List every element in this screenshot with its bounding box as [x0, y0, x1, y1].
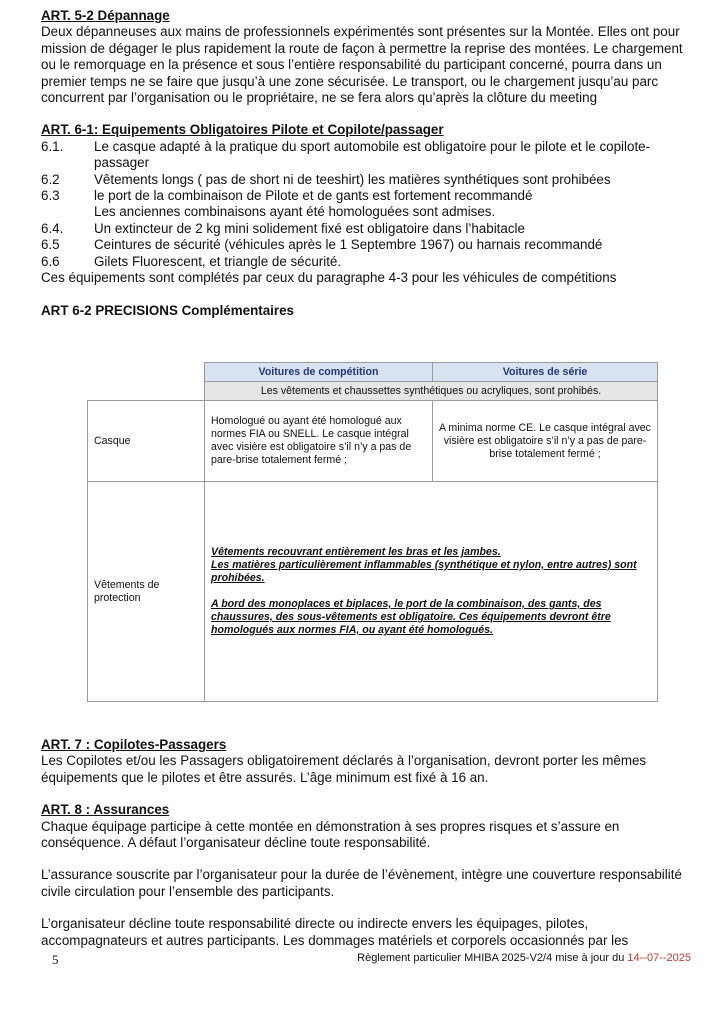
list-item: 6.1. Le casque adapté à la pratique du sport automobile est obligatoire pour le pilote et le copilote-passager [41, 138, 651, 171]
equipment-table [87, 362, 658, 702]
art61-footer: Ces équipements sont complétés par ceux du paragraphe 4-3 pour les véhicules de compétitions [41, 270, 617, 286]
art61-title: ART. 6-1: Equipements Obligatoires Pilote et Copilote/passager [41, 122, 444, 138]
art8-p3: L’organisateur décline toute responsabilité directe ou indirecte envers les équipages, pilotes, accompagnateurs et autres participants. Les dommages matériels et corporels occasionnés par les [41, 916, 629, 948]
list-item: 6.2 Vêtements longs ( pas de short ni de teeshirt) les matières synthétiques sont prohibées [41, 171, 611, 187]
casque-serie: A minima norme CE. Le casque intégral avec visière est obligatoire s’il n’y a pas de pare-brise totalement fermé ; [433, 401, 658, 482]
list-item: 6.5 Ceintures de sécurité (véhicules après le 1 Septembre 1967) ou harnais recommandé [41, 237, 603, 253]
list-item: 6.3 le port de la combinaison de Pilote et de gants est fortement recommandé [41, 188, 533, 204]
list-item: 6.4. Un extincteur de 2 kg mini solidement fixé est obligatoire dans l’habitacle [41, 220, 525, 236]
art61-list [41, 139, 691, 270]
art8-p1: Chaque équipage participe à cette montée en démonstration à ses propres risques et s’assure en conséquence. A défaut l’organisateur décline toute responsabilité. [41, 818, 620, 851]
art52-text: Deux dépanneuses aux mains de professionnels expérimentés sont présentes sur la Montée. Elles ont pour mission de dégager le plus rapidement la route de façon à permettre la reprise des montées. Le chargement ou le remorquage en la présence et sous l’entière responsabilité du participant concerné, pourra dans un premier temps ne se faire que jusqu’à une zone sécurisée. Le transport, ou le chargement jusqu’au parc concurrent par l’organisation ou le propriétaire, ne se fera alors qu’après la clôture du meeting [41, 24, 683, 106]
art8-p2: L’assurance souscrite par l’organisateur pour la durée de l’évènement, intègre une couverture responsabilité civile circulation pour l’ensemble des participants. [41, 867, 682, 899]
footer-label: Règlement particulier MHIBA 2025-V2/4 mise à jour du [357, 952, 628, 964]
list-item: 6.6 Gilets Fluorescent, et triangle de sécurité. [41, 253, 342, 269]
art7-text: Les Copilotes et/ou les Passagers obligatoirement déclarés à l’organisation, devront porter les mêmes équipements que le pilotes et être assurés. L’âge minimum est fixé à 16 an. [41, 753, 647, 785]
casque-competition: Homologué ou ayant été homologué aux normes FIA ou SNELL. Le casque intégral avec visière est obligatoire s’il n’y a pas de pare-brise totalement fermé ; [205, 401, 433, 482]
vetements-p2: Les matières particulièrement inflammables (synthétique et nylon, entre autres) sont prohibées. [211, 559, 637, 584]
articles-7-8 [41, 737, 691, 949]
col-header-serie: Voitures de série [433, 363, 658, 382]
list-item: Les anciennes combinaisons ayant été homologuées sont admises. [94, 204, 496, 220]
art8-title: ART. 8 : Assurances [41, 802, 170, 818]
col-header-competition: Voitures de compétition [205, 363, 433, 382]
art62-title: ART 6-2 PRECISIONS Complémentaires [41, 302, 294, 318]
vetements-p1: Vêtements recouvrant entièrement les bras et les jambes. [211, 546, 501, 558]
row-label-casque: Casque [88, 401, 205, 482]
page-footer [41, 952, 691, 966]
document-body [41, 8, 691, 319]
table-subheader: Les vêtements et chaussettes synthétiques ou acryliques, sont prohibés. [205, 382, 658, 401]
art52-title: ART. 5-2 Dépannage [41, 8, 170, 23]
art7-title: ART. 7 : Copilotes-Passagers [41, 737, 227, 752]
footer-text [357, 952, 691, 964]
footer-date: 14--07--2025 [627, 952, 691, 964]
vetements-content [205, 482, 658, 702]
page-number: 5 [52, 952, 59, 967]
row-label-vetements: Vêtements de protection [88, 482, 205, 702]
vetements-p3: A bord des monoplaces et biplaces, le port de la combinaison, des gants, des chaussures, des sous-vêtements est obligatoire. Ces équipements devront être homologués aux normes FIA, ou ayant été homologués. [211, 598, 611, 636]
